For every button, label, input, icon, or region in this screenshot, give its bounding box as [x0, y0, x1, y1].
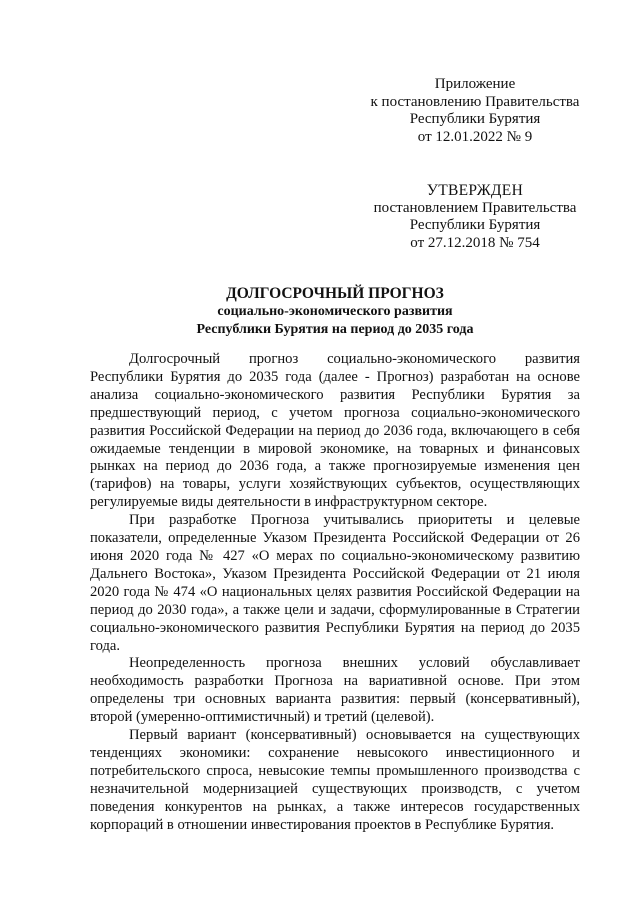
appendix-line-3: Республики Бурятия	[409, 111, 541, 127]
appendix-stamp	[345, 76, 605, 146]
title-line-1: ДОЛГОСРОЧНЫЙ ПРОГНОЗ	[226, 285, 444, 302]
appendix-line-4: от 12.01.2022 № 9	[417, 128, 533, 145]
title-line-3: Республики Бурятия на период до 2035 года	[196, 322, 474, 337]
approved-line-2: постановлением Правительства	[373, 199, 577, 216]
title-line-2: социально-экономического развития	[217, 304, 453, 319]
approval-stamp	[345, 182, 605, 252]
approved-line-3: Республики Бурятия	[409, 217, 541, 233]
approved-line-4: от 27.12.2018 № 754	[410, 234, 540, 251]
appendix-line-2: к постановлению Правительства	[370, 93, 580, 110]
paragraph: Долгосрочный прогноз социально-экономического развития Республики Бурятия до 2035 года (далее - Прогноз) разработан на основе анализа социально-экономического развития Республики Бурятия за предшествующий период, с учетом прогноза социально-экономического развития Российской Федерации на период до 2036 года, включающего в себя ожидаемые тенденции в мировой экономике, на товарных и финансовых рынках на период до 2036 года, а также прогнозируемые изменения цен (тарифов) на товары, услуги хозяйствующих субъектов, осуществляющих регулируемые виды деятельности в инфраструктурном секторе.	[90, 351, 580, 511]
approved-heading: УТВЕРЖДЕН	[426, 182, 524, 199]
appendix-line-1: Приложение	[434, 76, 516, 92]
paragraph: При разработке Прогноза учитывались приоритеты и целевые показатели, определенные Указом Президента Российской Федерации от 26 июня 2020 года № 427 «О мерах по социально-экономическому развитию Дальнего Востока», Указом Президента Российской Федерации от 21 июля 2020 года № 474 «О национальных целях развития Российской Федерации на период до 2030 года», а также цели и задачи, сформулированные в Стратегии социально-экономического развития Республики Бурятия на период до 2035 года.	[90, 512, 580, 654]
paragraph: Первый вариант (консервативный) основывается на существующих тенденциях экономики: сохранение невысокого инвестиционного и потребительского спроса, невысокие темпы промышленного производства с незначительной модернизацией существующих производств, с учетом поведения конкурентов на рынках, а также интересов государственных корпораций в отношении инвестирования проектов в Республике Бурятия.	[90, 727, 580, 833]
paragraph: Неопределенность прогноза внешних условий обуславливает необходимость разработки Прогноза на вариативной основе. При этом определены три основных варианта развития: первый (консервативный), второй (умеренно-оптимистичный) и третий (целевой).	[90, 655, 580, 726]
document-title	[90, 284, 580, 339]
document-body	[90, 351, 580, 834]
